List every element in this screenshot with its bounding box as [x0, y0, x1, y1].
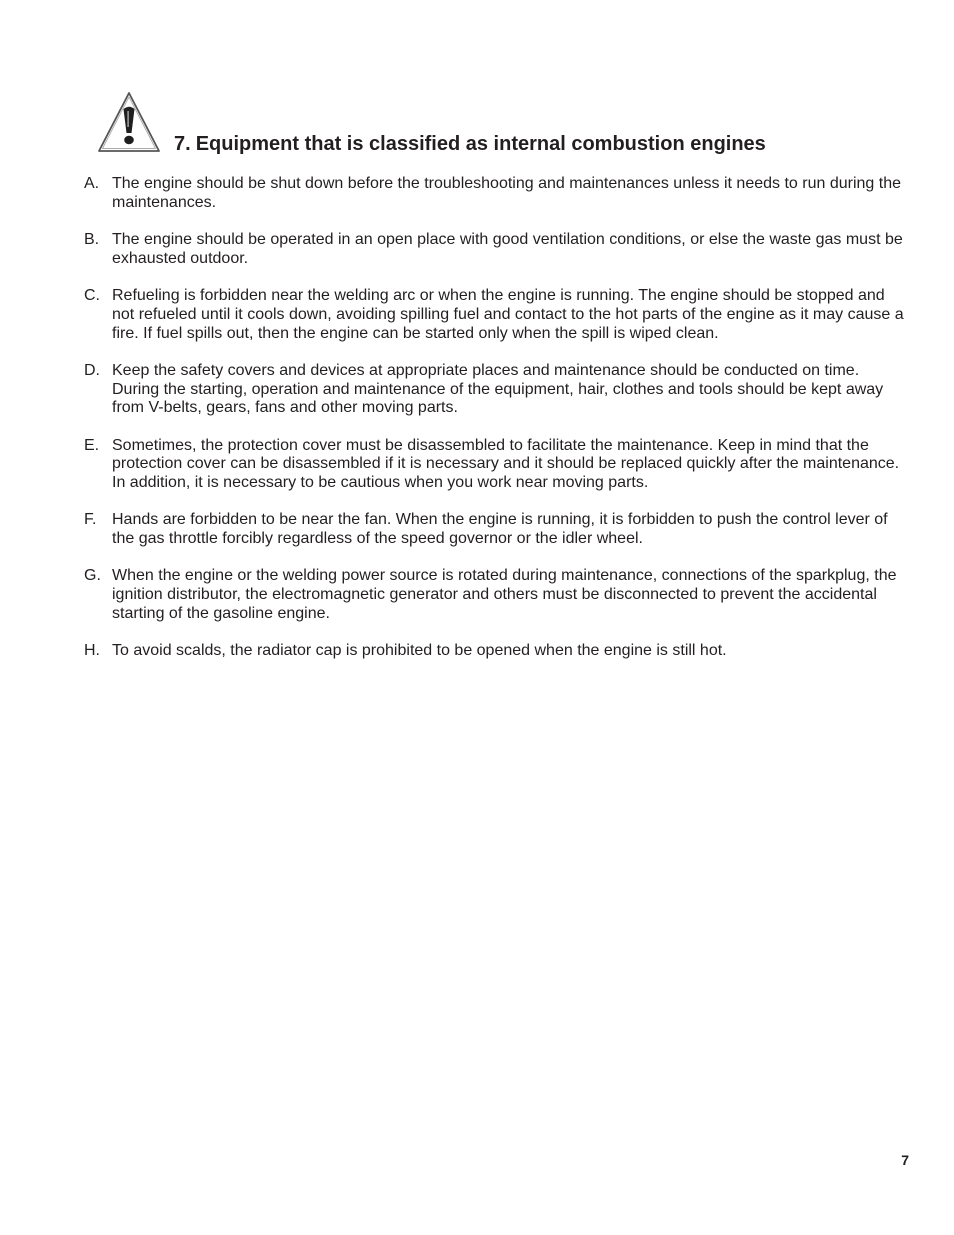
list-item [84, 511, 904, 549]
page-number: 7 [901, 1152, 909, 1168]
item-text: Sometimes, the protection cover must be disassembled to facilitate the maintenance. Keep in mind that the protection cover can be disassembled if it is necessary and it should be replaced quickly after the maintenance. In addition, it is necessary to be cautious when you work near moving parts. [112, 436, 900, 492]
item-letter: A. [84, 175, 100, 192]
item-text: Keep the safety covers and devices at appropriate places and maintenance should be conducted on time. During the starting, operation and maintenance of the equipment, hair, clothes and tools should be kept away from V-belts, gears, fans and other moving parts. [112, 361, 884, 417]
item-text: Refueling is forbidden near the welding arc or when the engine is running. The engine should be stopped and not refueled until it cools down, avoiding spilling fuel and contact to the hot parts of the engine as it may cause a fire. If fuel spills out, then the engine can be started only when the spill is wiped clean. [112, 286, 904, 342]
list-item [84, 287, 904, 343]
section-heading [174, 130, 766, 158]
section-title: Equipment that is classified as internal combustion engines [195, 133, 766, 155]
list-item [84, 362, 904, 418]
item-text: The engine should be operated in an open place with good ventilation conditions, or else the waste gas must be exhausted outdoor. [112, 230, 903, 267]
item-text: Hands are forbidden to be near the fan. When the engine is running, it is forbidden to push the control lever of the gas throttle forcibly regardless of the speed governor or the idler wheel. [112, 511, 888, 548]
item-letter: E. [84, 436, 100, 454]
item-letter: B. [84, 230, 100, 248]
section-number: 7. [174, 133, 191, 155]
list-item [84, 567, 904, 623]
list-item [84, 642, 904, 661]
item-text: When the engine or the welding power source is rotated during maintenance, connections of the sparkplug, the ignition distributor, the electromagnetic generator and others must be disconnected to prevent the accidental starting of the gasoline engine. [112, 567, 897, 622]
item-letter: F. [84, 511, 97, 529]
list-item [84, 437, 904, 493]
list-item [84, 175, 904, 213]
item-letter: G. [84, 567, 101, 585]
safety-item-list [84, 175, 904, 679]
item-text: The engine should be shut down before the troubleshooting and maintenances unless it needs to run during the maintenances. [112, 175, 901, 211]
item-letter: C. [84, 286, 100, 304]
warning-triangle-icon [96, 90, 162, 154]
item-text: To avoid scalds, the radiator cap is prohibited to be opened when the engine is still hot. [112, 642, 727, 660]
item-letter: D. [84, 361, 100, 379]
list-item [84, 231, 904, 269]
item-letter: H. [84, 642, 100, 660]
